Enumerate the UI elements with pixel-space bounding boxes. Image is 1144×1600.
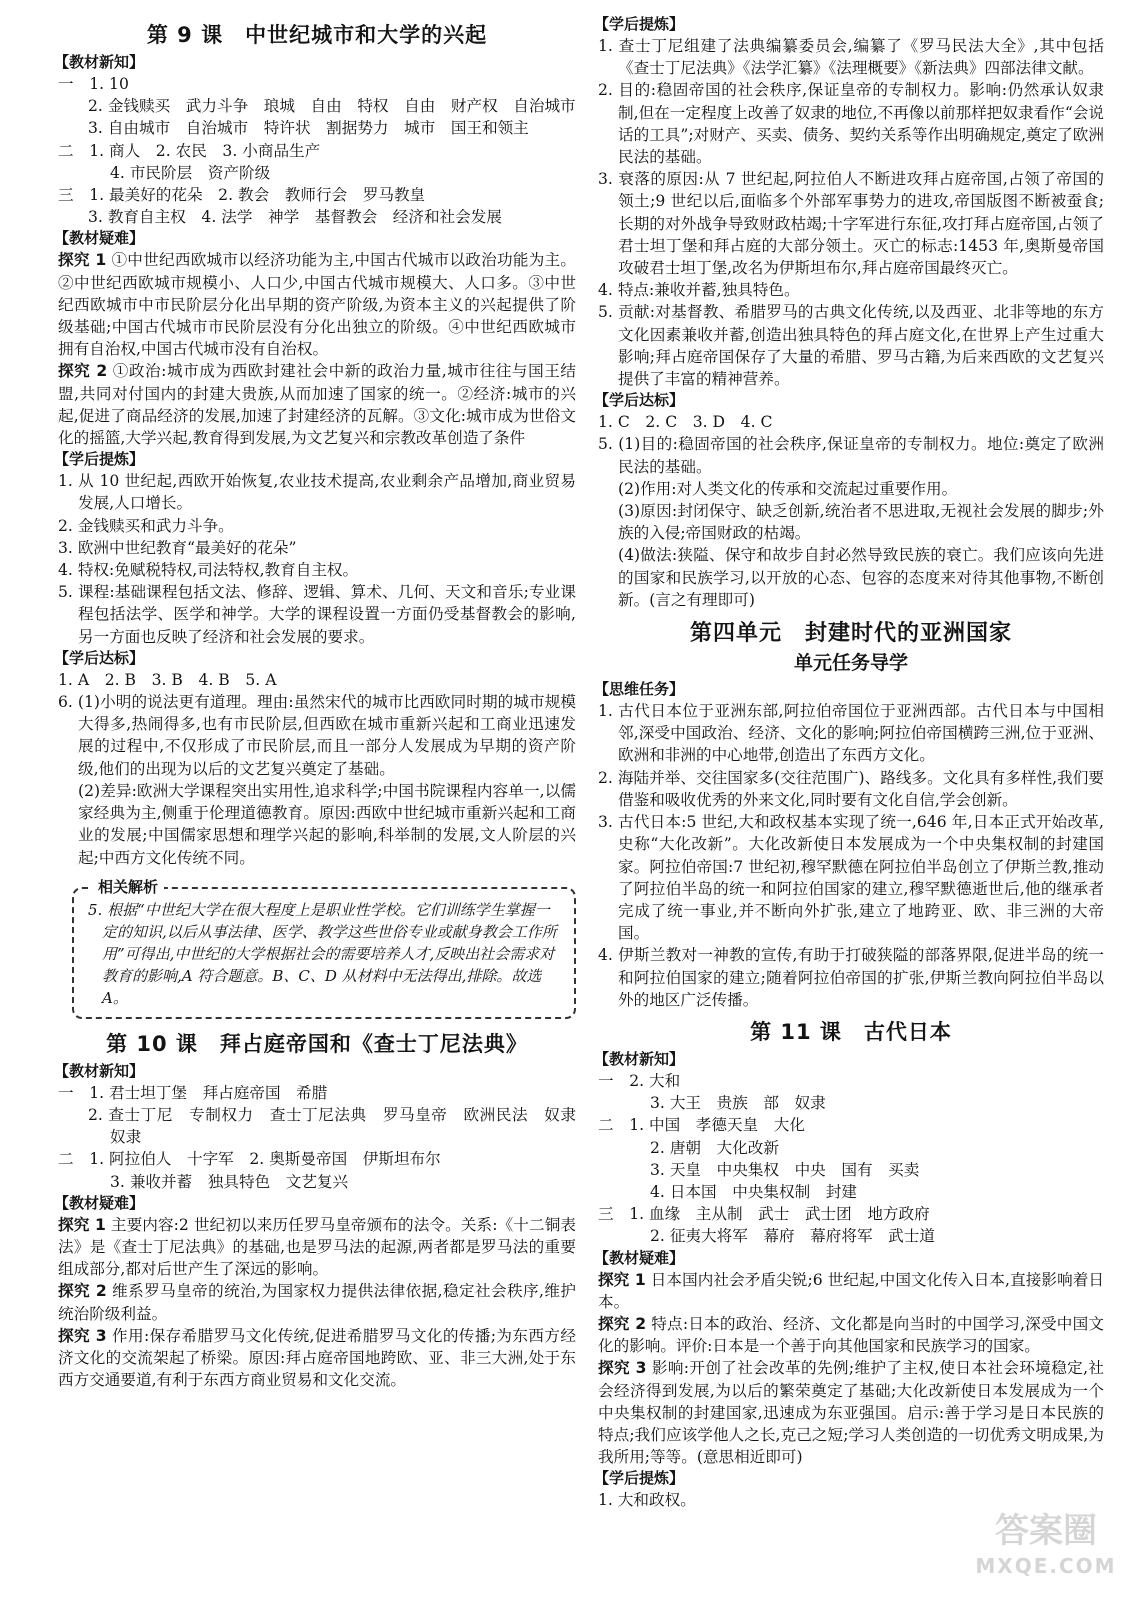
refine-item: 3. 衰落的原因:从 7 世纪起,阿拉伯人不断进攻拜占庭帝国,占领了帝国的领土;9 世纪以后,面临多个外部军事势力的进攻,帝国版图不断被蚕食;长期的对外战争导致财政枯竭;十字军进行东征,攻打拜占庭帝国,占领了君士坦丁堡和拜占庭的大部分领土。灭亡的标志:1453 年,奥斯曼帝国攻破君士坦丁堡,改名为伊斯坦布尔,拜占庭帝国最终灭亡。 xyxy=(598,170,1104,278)
lesson-10-title: 第 10 课 拜占庭帝国和《查士丁尼法典》 xyxy=(106,1031,528,1056)
task-item: 3. 古代日本:5 世纪,大和政权基本实现了统一,646 年,日本正式开始改革,史称“大化改新”。大化改新使日本发展成为一个中央集权制的封建国家。阿拉伯帝国:7 世纪初,穆罕默德在阿拉伯半岛创立了伊斯兰教,推动了阿拉伯半岛的统一和阿拉伯国家的建立,穆罕默德逝世后,他的继承者完成了统一事业,并不断向外扩张,建立了地跨亚、欧、非三洲的大帝国。 xyxy=(598,813,1104,943)
explore-text: 维系罗马皇帝的统治,为国家权力提供法律依据,稳定社会秩序,维护统治阶级利益。 xyxy=(58,1282,576,1323)
related-analysis-box xyxy=(72,877,576,1019)
new-item: 4. 市民阶层 资产阶级 xyxy=(110,163,271,182)
explore-text: ①中世纪西欧城市以经济功能为主,中国古代城市以政治功能为主。②中世纪西欧城市规模小、人口少,中国古代城市规模大、人口多。③中世纪西欧城市中市民阶层分化出早期的资产阶级,为资本主义的兴起提供了阶级基础;中国古代城市市民阶层没有分化出独立的阶级。④中世纪西欧城市拥有自治权,中国古代城市没有自治权。 xyxy=(58,251,576,359)
new-item: 2. 唐朝 大化改新 xyxy=(650,1138,779,1157)
new-item: 3. 兼收并蓄 独具特色 文艺复兴 xyxy=(110,1172,349,1191)
explore-2 xyxy=(58,360,576,449)
refine-item: 4. 特权:免赋税特权,司法特权,教育自主权。 xyxy=(58,561,359,580)
explore-label: 探究 2 xyxy=(58,362,108,381)
left-column xyxy=(54,14,592,1391)
section-header: 【教材新知】 xyxy=(54,1061,145,1080)
explore-label: 探究 2 xyxy=(58,1282,107,1301)
new-item: 3. 自由城市 自治城市 特许状 割据势力 城市 国王和领主 xyxy=(88,119,529,138)
explore-text: 影响:开创了社会改革的先例;维护了主权,使日本社会环境稳定,社会经济得到发展,为以后的繁荣奠定了基础;大化改新使日本发展成为一个中央集权制的封建国家,迅速成为东亚强国。启示:善于学习是日本民族的特点;我们应该学他人之长,克己之短;学习人类创造的一切优秀文明成果,为我所用;等等。(意思相近即可) xyxy=(598,1359,1105,1467)
section-header: 【教材疑难】 xyxy=(54,229,145,248)
section-header: 【教材新知】 xyxy=(54,53,145,71)
new-item: 三 1. 最美好的花朵 2. 教会 教师行会 罗马教皇 xyxy=(58,186,426,205)
explore-1 xyxy=(598,1269,1104,1313)
explore-text: ①政治:城市成为西欧封建社会中新的政治力量,城市往往与国王结盟,共同对付国内的封建大贵族,从而加速了国家的统一。②经济:城市的兴起,促进了商品经济的发展,加速了封建经济的瓦解。③文化:城市成为世俗文化的摇篮,大学兴起,教育得到发展,为文艺复兴和宗教改革创造了条件 xyxy=(58,362,576,448)
explore-text: 作用:保存希腊罗马文化传统,促进希腊罗马文化的传播;为东西方经济文化的交流架起了桥梁。原因:拜占庭帝国地跨欧、亚、非三大洲,处于东西方交通要道,有利于东西方商业贸易和文化交流。 xyxy=(58,1326,576,1390)
section-header: 【学后达标】 xyxy=(594,391,685,410)
question-5-part: (4)做法:狭隘、保守和故步自封必然导致民族的衰亡。我们应该向先进的国家和民族学习,以开放的心态、包容的态度来对待其他事物,不断创新。(言之有理即可) xyxy=(618,546,1104,609)
new-item: 一 1. 10 xyxy=(58,75,129,93)
explore-3 xyxy=(58,1325,576,1392)
refine-item: 2. 目的:稳固帝国的社会秩序,保证皇帝的专制权力。影响:仍然承认奴隶制,但在一定程度上改善了奴隶的地位,不再像以前那样把奴隶看作“会说话的工具”;对财产、买卖、债务、契约关系等作出明确规定,奠定了欧洲民法的基础。 xyxy=(598,81,1104,167)
refine-item: 2. 金钱赎买和武力斗争。 xyxy=(58,516,234,535)
right-column xyxy=(594,14,1105,1512)
explore-2 xyxy=(58,1280,576,1324)
new-item: 三 1. 血缘 主从制 武士 武士团 地方政府 xyxy=(598,1205,930,1224)
refine-item: 4. 特点:兼收并蓄,独具特色。 xyxy=(598,281,800,300)
answer-line: 1. C 2. C 3. D 4. C xyxy=(598,413,773,432)
explore-text: 主要内容:2 世纪初以来历任罗马皇帝颁布的法令。关系:《十二铜表法》是《查士丁尼法典》的基础,也是罗马法的起源,两者都是罗马法的重要组成部分,都对后世产生了深远的影响。 xyxy=(58,1215,577,1279)
explore-label: 探究 3 xyxy=(58,1326,107,1345)
refine-item: 1. 查士丁尼组建了法典编纂委员会,编纂了《罗马民法大全》,其中包括《查士丁尼法典》《法学汇纂》《法理概要》《新法典》四部法律文献。 xyxy=(598,37,1104,78)
explore-label: 探究 1 xyxy=(58,1215,106,1234)
new-item: 2. 征夷大将军 幕府 幕府将军 武士道 xyxy=(650,1227,935,1246)
lesson-11-title: 第 11 课 古代日本 xyxy=(750,1019,952,1044)
refine-item: 1. 大和政权。 xyxy=(598,1491,696,1510)
explore-1 xyxy=(58,1214,576,1281)
unit-4-subtitle: 单元任务导学 xyxy=(793,652,908,675)
explore-3 xyxy=(598,1357,1104,1468)
section-header: 【学后提炼】 xyxy=(594,15,685,33)
explore-label: 探究 1 xyxy=(598,1270,646,1289)
question-6-part-1: 6. (1)小明的说法更有道理。理由:虽然宋代的城市比西欧同时期的城市规模大得多,热闹得多,也有市民阶层,但西欧在城市重新兴起和工商业迅速发展的过程中,不仅形成了市民阶层,而且一部分人发展成为早期的资产阶级,他们的出现为以后的文艺复兴奠定了基础。 xyxy=(58,693,576,778)
watermark-logo-text: 答案圈 xyxy=(995,1511,1097,1551)
new-item: 3. 大王 贵族 部 奴隶 xyxy=(650,1094,826,1113)
explore-label: 探究 3 xyxy=(598,1359,647,1378)
watermark-url: MXQE.COM xyxy=(975,1554,1117,1578)
question-5-part: 5. (1)目的:稳固帝国的社会秩序,保证皇帝的专制权力。地位:奠定了欧洲民法的基础。 xyxy=(598,435,1104,476)
question-6-part-2: (2)差异:欧洲大学课程突出实用性,追求科学;中国书院课程内容单一,以儒家经典为主,侧重于伦理道德教育。原因:西欧中世纪城市重新兴起和工商业的发展;中国儒家思想和理学兴起的影响,科举制的发展,文人阶层的兴起;中西方文化传统不同。 xyxy=(78,781,576,867)
section-header: 【学后提炼】 xyxy=(594,1469,685,1488)
question-5-part: (2)作用:对人类文化的传承和交流起过重要作用。 xyxy=(618,479,958,498)
new-item: 2. 查士丁尼 专制权力 查士丁尼法典 罗马皇帝 欧洲民法 奴隶 奴隶 xyxy=(88,1105,592,1147)
refine-item: 5. 课程:基础课程包括文法、修辞、逻辑、算术、几何、天文和音乐;专业课程包括法学、医学和神学。大学的课程设置一方面仍受基督教会的影响,另一方面也反映了经济和社会发展的要求。 xyxy=(58,583,576,646)
new-item: 二 1. 阿拉伯人 十字军 2. 奥斯曼帝国 伊斯坦布尔 xyxy=(58,1150,441,1169)
lesson-9-title: 第 9 课 中世纪城市和大学的兴起 xyxy=(146,23,488,47)
section-header: 【教材新知】 xyxy=(594,1049,685,1068)
explore-text: 特点:日本的政治、经济、文化都是向当时的中国学习,深受中国文化的影响。评价:日本是一个善于向其他国家和民族学习的国家。 xyxy=(598,1314,1104,1356)
answer-line: 1. A 2. B 3. B 4. B 5. A xyxy=(58,670,277,689)
section-header: 【教材疑难】 xyxy=(594,1248,685,1267)
question-5-part: (3)原因:封闭保守、缺乏创新,统治者不思进取,无视社会发展的脚步;外族的入侵;帝国财政的枯竭。 xyxy=(618,502,1104,543)
section-header: 【教材疑难】 xyxy=(54,1193,145,1212)
task-item: 1. 古代日本位于亚洲东部,阿拉伯帝国位于亚洲西部。古代日本与中国相邻,深受中国政治、经济、文化的影响;阿拉伯帝国横跨三洲,位于亚洲、欧洲和非洲的中心地带,创造出了东西方文化。 xyxy=(598,702,1104,765)
new-item: 3. 教育自主权 4. 法学 神学 基督教会 经济和社会发展 xyxy=(88,208,502,227)
section-header: 【学后达标】 xyxy=(54,648,145,667)
refine-item: 3. 欧洲中世纪教育“最美好的花朵” xyxy=(58,538,297,557)
new-item: 3. 天皇 中央集权 中央 国有 买卖 xyxy=(650,1160,920,1179)
unit-4-title: 第四单元 封建时代的亚洲国家 xyxy=(689,621,1012,647)
explore-label: 探究 1 xyxy=(58,251,107,270)
new-item: 一 2. 大和 xyxy=(598,1071,681,1090)
explore-2 xyxy=(598,1313,1104,1357)
new-item: 2. 金钱赎买 武力斗争 琅城 自由 特权 自由 财产权 自治城市 xyxy=(88,97,576,116)
refine-item: 1. 从 10 世纪起,西欧开始恢复,农业技术提高,农业剩余产品增加,商业贸易发展,人口增长。 xyxy=(58,472,576,513)
refine-item: 5. 贡献:对基督教、希腊罗马的古典文化传统,以及西亚、北非等地的东方文化因素兼收并蓄,创造出独具特色的拜占庭文化,在世界上产生过重大影响;拜占庭帝国保存了大量的希腊、罗马古籍,为后来西欧的文艺复兴提供了丰富的精神营养。 xyxy=(598,303,1104,389)
site-watermark xyxy=(966,1508,1126,1590)
explore-text: 日本国内社会矛盾尖锐;6 世纪起,中国文化传入日本,直接影响着日本。 xyxy=(598,1270,1105,1311)
section-header: 【学后提炼】 xyxy=(54,450,145,469)
new-item: 一 1. 君士坦丁堡 拜占庭帝国 希腊 xyxy=(58,1083,328,1102)
new-item: 4. 日本国 中央集权制 封建 xyxy=(650,1182,857,1201)
task-item: 4. 伊斯兰教对一神教的宣传,有助于打破狭隘的部落界限,促进半岛的统一和阿拉伯国家的建立;随着阿拉伯帝国的扩张,伊斯兰教向阿拉伯半岛以外的地区广泛传播。 xyxy=(598,946,1104,1009)
explore-label: 探究 2 xyxy=(598,1314,647,1333)
related-analysis-text: 5. 根据“中世纪大学在很大程度上是职业性学校。它们训练学生掌握一定的知识,以后从事法律、医学、教学这些世俗专业或献身教会工作所用”可得出,中世纪的大学根据社会的需要培养人才,反映出社会需求对教育的影响,A 符合题意。B、C、D 从材料中无法得出,排除。故选 A。 xyxy=(88,900,557,1007)
new-item: 二 1. 中国 孝德天皇 大化 xyxy=(598,1116,805,1135)
related-analysis-label: 相关解析 xyxy=(92,876,164,897)
section-header: 【思维任务】 xyxy=(594,680,685,699)
explore-1 xyxy=(58,249,576,360)
task-item: 2. 海陆并举、交往国家多(交往范围广)、路线多。文化具有多样性,我们要借鉴和吸收优秀的外来文化,同时要有文化自信,学会创新。 xyxy=(598,768,1104,809)
new-item: 二 1. 商人 2. 农民 3. 小商品生产 xyxy=(58,141,321,160)
